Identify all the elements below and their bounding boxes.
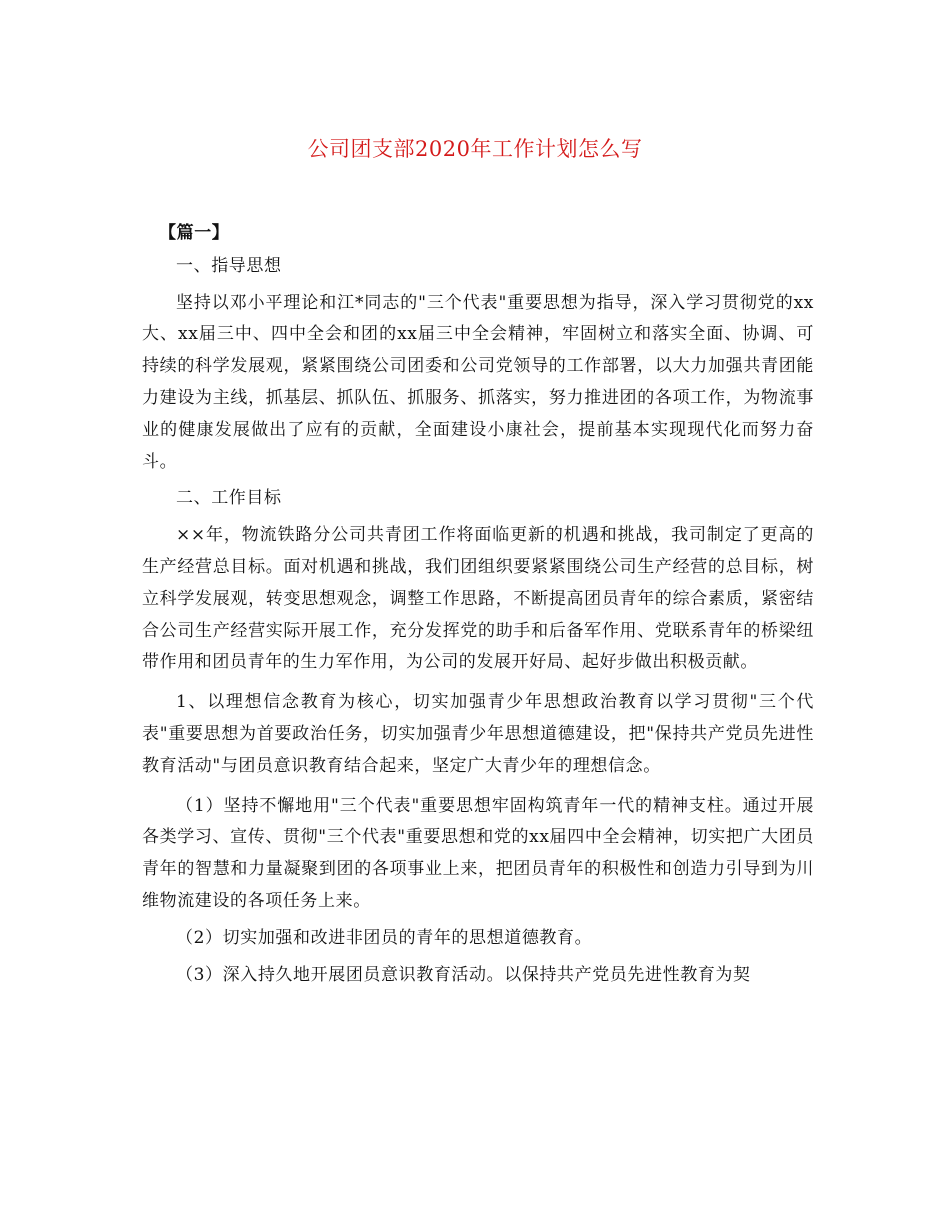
heading-work-goals: 二、工作目标 (176, 488, 282, 509)
heading-guiding-ideology: 一、指导思想 (176, 255, 282, 276)
paragraph-item-1: 1、以理想信念教育为核心，切实加强青少年思想政治教育以学习贯彻"三个代表"重要思想为首要政治任务，切实加强青少年思想道德建设，把"保持共产党员先进性教育活动"与团员意识教育结合起来，坚定广大青少年的理想信念。 (142, 692, 814, 776)
section-label: 【篇一】 (159, 223, 230, 243)
document-body (142, 218, 814, 991)
paragraph-item-1-1: （1）坚持不懈地用"三个代表"重要思想牢固构筑青年一代的精神支柱。通过开展各类学习、宣传、贯彻"三个代表"重要思想和党的xx届四中全会精神，切实把广大团员青年的智慧和力量凝聚到团的各项事业上来，把团员青年的积极性和创造力引导到为川维物流建设的各项任务上来。 (142, 795, 814, 911)
document-title: 公司团支部2020年工作计划怎么写 (307, 137, 643, 161)
paragraph-work-goals: ××年，物流铁路分公司共青团工作将面临更新的机遇和挑战，我司制定了更高的生产经营总目标。面对机遇和挑战，我们团组织要紧紧围绕公司生产经营的总目标，树立科学发展观，转变思想观念，调整工作思路，不断提高团员青年的综合素质，紧密结合公司生产经营实际开展工作，充分发挥党的助手和后备军作用、党联系青年的桥梁纽带作用和团员青年的生力军作用，为公司的发展开好局、起好步做出积极贡献。 (142, 525, 814, 673)
paragraph-item-1-2: （2）切实加强和改进非团员的青年的思想道德教育。 (176, 927, 593, 948)
paragraph-guiding-ideology: 坚持以邓小平理论和江*同志的"三个代表"重要思想为指导，深入学习贯彻党的xx大、xx届三中、四中全会和团的xx届三中全会精神，牢固树立和落实全面、协调、可持续的科学发展观，紧紧围绕公司团委和公司党领导的工作部署，以大力加强共青团能力建设为主线，抓基层、抓队伍、抓服务、抓落实，努力推进团的各项工作，为物流事业的健康发展做出了应有的贡献，全面建设小康社会，提前基本实现现代化而努力奋斗。 (142, 292, 814, 472)
paragraph-item-1-3: （3）深入持久地开展团员意识教育活动。以保持共产党员先进性教育为契 (176, 964, 751, 985)
